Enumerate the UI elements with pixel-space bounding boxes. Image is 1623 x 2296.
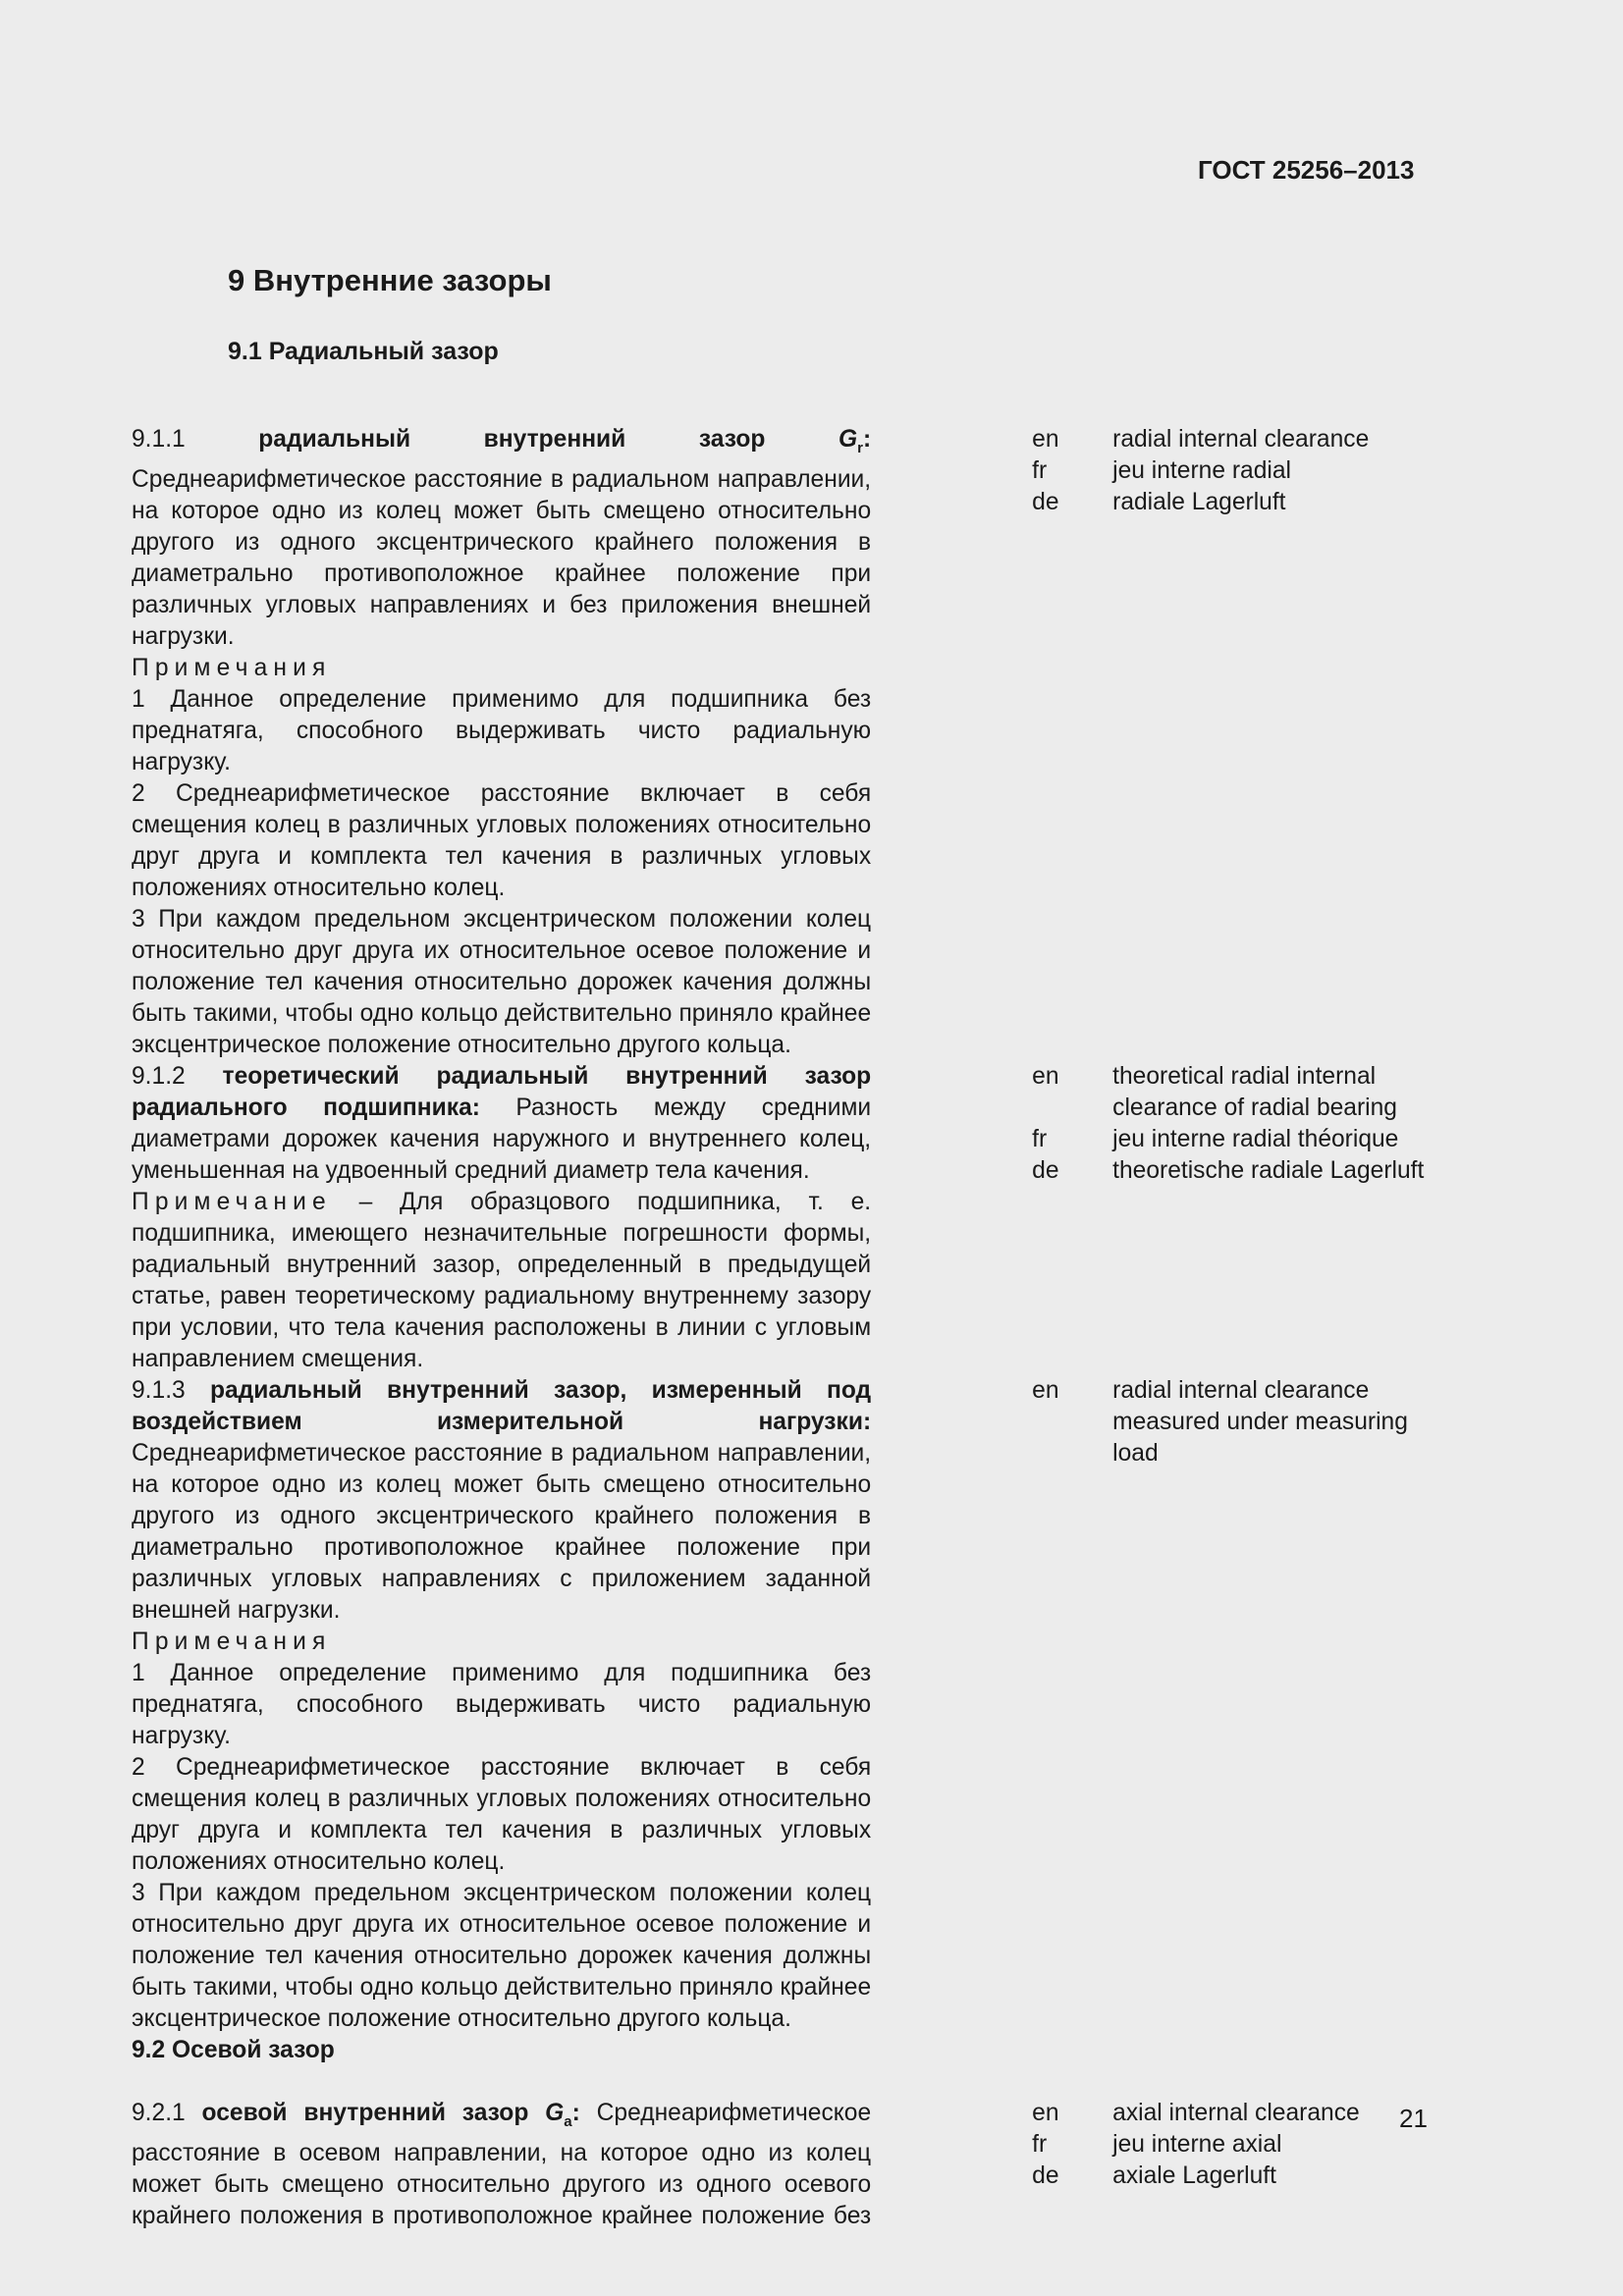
- entry-9-1-2-text: [132, 1061, 871, 1375]
- term-en: axial internal clearance: [1112, 2099, 1360, 2126]
- definition-text: Среднеарифметическое расстояние в радиальном направлении, на которое одно из колец может быть смещено относительно другого из одного эксцентрического крайнего положения в диаметрально противоположное крайнее положение при различных угловых направлениях с приложением заданной внешней нагрузки.: [132, 1439, 872, 1624]
- note-2: 2 Среднеарифметическое расстояние включает в себя смещения колец в различных угловых положениях относительно друг друга и комплекта тел качения в различных угловых положениях относительно колец.: [132, 779, 872, 901]
- entry-number: 9.1.1: [132, 426, 259, 453]
- term-en: radial internal clearance: [1112, 426, 1370, 453]
- note-1: 1 Данное определение применимо для подшипника без преднатяга, способного выдерживать чисто радиальную нагрузку.: [132, 685, 872, 775]
- term-name: осевой внутренний зазор: [201, 2099, 546, 2126]
- note-1: 1 Данное определение применимо для подшипника без преднатяга, способного выдерживать чисто радиальную нагрузку.: [132, 1659, 872, 1749]
- term-colon: :: [862, 426, 872, 453]
- note-2: 2 Среднеарифметическое расстояние включает в себя смещения колец в различных угловых положениях относительно друг друга и комплекта тел качения в различных угловых положениях относительно колец.: [132, 1753, 872, 1875]
- term-entries: [132, 424, 1428, 2232]
- term-name: радиальный внутренний зазор: [258, 426, 839, 453]
- note: [132, 1187, 871, 1375]
- lang-de: de: [1032, 1156, 1059, 1184]
- term-fr: jeu interne radial: [1112, 457, 1291, 484]
- entry-9-1-1-definition: [132, 424, 871, 653]
- entry-number: 9.1.2: [132, 1062, 223, 1090]
- foreign-terms: [1112, 2098, 1428, 2232]
- lang-de: de: [1032, 2162, 1059, 2189]
- term-symbol-subscript: a: [564, 2112, 572, 2130]
- definition-text: Среднеарифметическое расстояние в осевом направлении, на которое одно из колец может быть смещено относительно другого из одного осевого крайнего положения в противоположное крайнее положение без: [132, 2099, 872, 2229]
- term-fr: jeu interne radial théorique: [1112, 1125, 1399, 1152]
- foreign-terms: [1112, 424, 1428, 1061]
- term-symbol-subscript: r: [857, 439, 863, 456]
- definition-text: Разность между средними диаметрами дорожек качения наружного и внутреннего колец, уменьшенная на удвоенный средний диаметр тела качения.: [132, 1094, 872, 1184]
- language-codes: [1032, 1375, 1112, 2035]
- entry-9-1-2: [132, 1061, 1428, 1375]
- term-en: radial internal clearance measured under measuring load: [1112, 1376, 1408, 1467]
- lang-en: en: [1032, 2099, 1059, 2126]
- note-3: 3 При каждом предельном эксцентрическом положении колец относительно друг друга их относительное осевое положение и положение тел качения относительно дорожек качения должны быть такими, чтобы одно кольцо действительно приняло крайнее эксцентрическое положение относительно другого кольца.: [132, 905, 872, 1058]
- note-3: 3 При каждом предельном эксцентрическом положении колец относительно друг друга их относительное осевое положение и положение тел качения относительно дорожек качения должны быть такими, чтобы одно кольцо действительно приняло крайнее эксцентрическое положение относительно другого кольца.: [132, 1879, 872, 2032]
- document-code: ГОСТ 25256–2013: [1198, 155, 1415, 185]
- foreign-terms: [1112, 1375, 1428, 2035]
- lang-en: en: [1032, 1376, 1059, 1404]
- term-de: axiale Lagerluft: [1112, 2162, 1276, 2189]
- page-number: 21: [1399, 2104, 1428, 2133]
- entry-number: 9.1.3: [132, 1376, 210, 1404]
- note-heading: Примечание: [132, 1188, 332, 1215]
- term-name: теоретический радиальный внутренний зазор радиального подшипника:: [132, 1062, 872, 1121]
- entry-9-2-1: [132, 2098, 1428, 2232]
- term-fr: jeu interne axial: [1112, 2130, 1282, 2158]
- language-codes: [1032, 2098, 1112, 2232]
- term-symbol: G: [838, 426, 858, 453]
- lang-en: en: [1032, 426, 1059, 453]
- notes-heading: Примечания: [132, 654, 332, 681]
- lang-de: de: [1032, 489, 1059, 515]
- subsection-2-title: 9.2 Осевой зазор: [132, 2036, 335, 2063]
- lang-fr: fr: [1032, 457, 1048, 484]
- term-de: radiale Lagerluft: [1112, 489, 1286, 515]
- subsection-title: 9.1 Радиальный зазор: [228, 338, 499, 365]
- term-symbol: G: [545, 2099, 565, 2126]
- entry-9-2-1-definition: [132, 2098, 871, 2232]
- section-title: 9 Внутренние зазоры: [228, 263, 552, 297]
- foreign-terms: [1112, 1061, 1428, 1375]
- entry-9-1-1-text: [132, 424, 871, 1061]
- lang-fr: fr: [1032, 2130, 1048, 2158]
- term-de: theoretische radiale Lagerluft: [1112, 1156, 1425, 1184]
- entry-9-1-1: [132, 424, 1428, 1061]
- lang-fr: fr: [1032, 1125, 1048, 1152]
- definition-text: Среднеарифметическое расстояние в радиальном направлении, на которое одно из колец может быть смещено относительно другого из одного эксцентрического крайнего положения в диаметрально противоположное крайнее положение при различных угловых направлениях и без приложения внешней нагрузки.: [132, 465, 872, 650]
- entry-number: 9.2.1: [132, 2099, 202, 2126]
- term-name: радиальный внутренний зазор, измеренный под воздействием измерительной нагрузки:: [132, 1376, 872, 1435]
- language-codes: [1032, 424, 1112, 1061]
- entry-9-1-3-definition: [132, 1375, 871, 1627]
- entry-9-1-3: [132, 1375, 1428, 2035]
- note-text: – Для образцового подшипника, т. е. подшипника, имеющего незначительные погрешности формы, радиальный внутренний зазор, определенный в предыдущей статье, равен теоретическому радиальному внутреннему зазору при условии, что тела качения расположены в линии с угловым направлением смещения.: [132, 1188, 872, 1372]
- notes-heading: Примечания: [132, 1628, 332, 1655]
- entry-9-2-1-text: [132, 2098, 871, 2232]
- entry-9-1-2-definition: [132, 1061, 871, 1187]
- term-en: theoretical radial internal clearance of radial bearing: [1112, 1062, 1397, 1121]
- entry-9-1-3-text: [132, 1375, 871, 2035]
- language-codes: [1032, 1061, 1112, 1375]
- lang-en: en: [1032, 1062, 1059, 1090]
- term-colon: :: [571, 2099, 580, 2126]
